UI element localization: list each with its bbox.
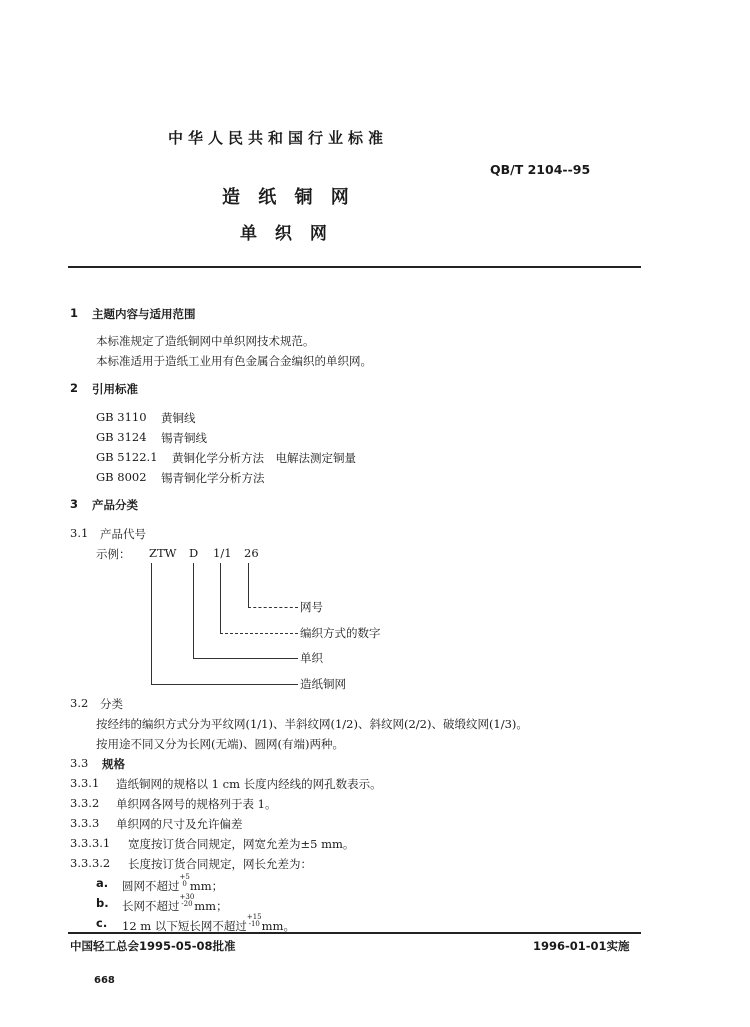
tolerance-value: +30 -20 — [179, 893, 195, 908]
list-item — [122, 894, 228, 914]
label-single-weave: 单织 — [300, 651, 323, 665]
standard-category: 中华人民共和国行业标准 — [168, 129, 389, 147]
section-3-3-3-1-text: 宽度按订货合同规定，网宽允差为±5 mm。 — [128, 837, 355, 851]
section-2-number: 2 — [70, 381, 79, 395]
reference-name: 黄铜化学分析方法 电解法测定铜量 — [172, 451, 356, 465]
section-3-3-1-text: 造纸铜网的规格以 1 cm 长度内经线的网孔数表示。 — [116, 777, 382, 791]
reference-code: GB 3110 — [96, 410, 147, 424]
section-3-3-3-number: 3.3.3 — [70, 816, 100, 830]
section-3-3-3-text: 单织网的尺寸及允许偏差 — [116, 817, 243, 831]
tolerance-value: +5 0 — [179, 873, 190, 888]
item-mark: c. — [96, 916, 108, 930]
item-mark: b. — [96, 896, 109, 910]
section-3-3-number: 3.3 — [70, 756, 89, 770]
footer-rule — [68, 932, 641, 934]
connector-vertical-weave — [220, 563, 221, 633]
list-item — [122, 914, 295, 934]
section-3-2-paragraph-1: 按经纬的编织方式分为平纹网(1/1)、半斜纹网(1/2)、斜纹网(2/2)、破缎纹网(1/3)。 — [96, 717, 528, 731]
header-rule — [68, 266, 641, 268]
section-3-2-title: 分类 — [100, 697, 123, 711]
approval-note: 中国轻工总会1995-05-08批准 — [70, 939, 236, 953]
section-3-3-2-text: 单织网各网号的规格列于表 1。 — [116, 797, 277, 811]
connector-horizontal-paper-mesh — [151, 684, 298, 685]
reference-code: GB 3124 — [96, 430, 147, 444]
section-1-number: 1 — [70, 306, 79, 320]
connector-horizontal-single — [193, 658, 298, 659]
section-1-paragraph-2: 本标准适用于造纸工业用有色金属合金编织的单织网。 — [96, 354, 372, 368]
connector-vertical-single — [193, 563, 194, 658]
document-subtitle: 单 织 网 — [240, 224, 333, 244]
item-mark: a. — [96, 876, 109, 890]
reference-name: 锡青铜化学分析方法 — [161, 471, 265, 485]
label-mesh-number: 网号 — [300, 600, 323, 614]
connector-vertical-mesh — [248, 563, 249, 607]
standard-code: QB/T 2104--95 — [490, 162, 591, 177]
reference-name: 锡青铜线 — [161, 431, 207, 445]
tolerance-value: +15 -10 — [246, 913, 262, 928]
item-unit: mm。 — [261, 919, 295, 933]
section-3-3-2-number: 3.3.2 — [70, 796, 100, 810]
code-weave: 1/1 — [213, 546, 232, 560]
connector-vertical-paper-mesh — [151, 563, 152, 684]
section-3-3-title: 规格 — [102, 757, 125, 771]
section-3-1-number: 3.1 — [70, 526, 89, 540]
reference-code: GB 8002 — [96, 470, 147, 484]
section-2-title: 引用标准 — [92, 382, 138, 396]
section-3-title: 产品分类 — [92, 498, 138, 512]
code-mesh: 26 — [244, 546, 259, 560]
section-3-2-paragraph-2: 按用途不同又分为长网(无端)、圆网(有端)两种。 — [96, 737, 344, 751]
section-1-title: 主题内容与适用范围 — [92, 307, 196, 321]
item-unit: mm； — [194, 899, 228, 913]
effective-date: 1996-01-01实施 — [533, 939, 630, 953]
section-3-2-number: 3.2 — [70, 696, 89, 710]
item-text: 长网不超过 — [122, 899, 180, 913]
document-title: 造 纸 铜 网 — [222, 187, 355, 208]
item-text: 12 m 以下短长网不超过 — [122, 919, 247, 933]
section-3-number: 3 — [70, 497, 79, 511]
section-1-paragraph-1: 本标准规定了造纸铜网中单织网技术规范。 — [96, 334, 315, 348]
example-label: 示例： — [96, 547, 131, 561]
code-d: D — [189, 546, 199, 560]
page-number: 668 — [94, 975, 115, 986]
code-ztw: ZTW — [149, 546, 177, 560]
list-item — [122, 874, 223, 894]
reference-code: GB 5122.1 — [96, 450, 158, 464]
section-3-3-3-2-text: 长度按订货合同规定，网长允差为： — [128, 857, 312, 871]
connector-horizontal-mesh — [248, 607, 298, 608]
item-text: 圆网不超过 — [122, 879, 180, 893]
section-3-1-title: 产品代号 — [100, 527, 146, 541]
section-3-3-3-1-number: 3.3.3.1 — [70, 836, 111, 850]
connector-horizontal-weave — [220, 633, 298, 634]
section-3-3-3-2-number: 3.3.3.2 — [70, 856, 111, 870]
label-weave-method: 编织方式的数字 — [300, 626, 381, 640]
item-unit: mm； — [189, 879, 224, 893]
reference-name: 黄铜线 — [161, 411, 196, 425]
label-paper-copper-mesh: 造纸铜网 — [300, 677, 346, 691]
section-3-3-1-number: 3.3.1 — [70, 776, 100, 790]
